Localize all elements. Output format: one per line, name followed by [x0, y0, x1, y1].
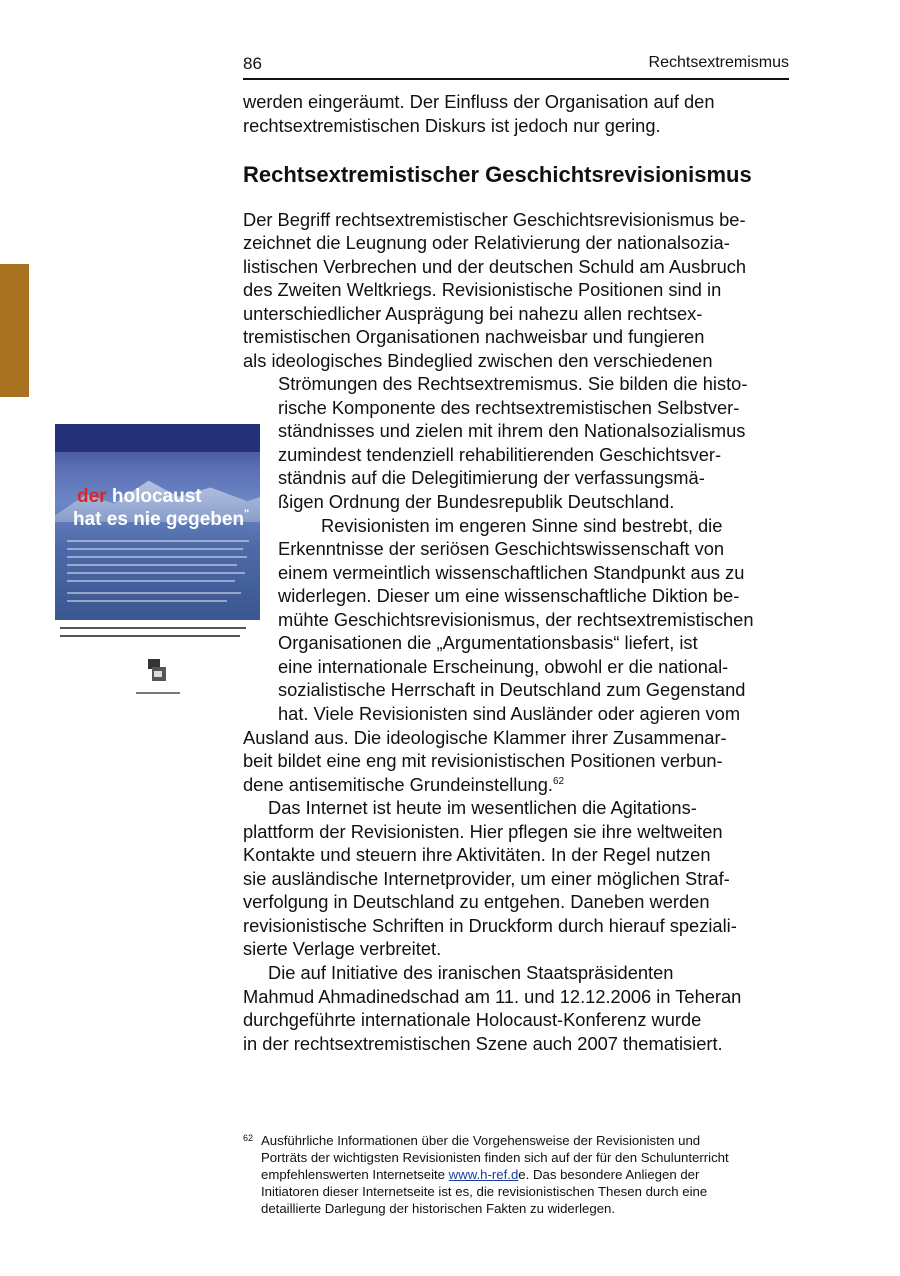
- text-line: durchgeführte internationale Holocaust-Konferenz wurde: [243, 1009, 702, 1030]
- poster-caption: [60, 627, 246, 629]
- text-line: Strömungen des Rechtsextremismus. Sie bilden die histo-: [278, 373, 748, 394]
- text-line: des Zweiten Weltkriegs. Revisionistische Positionen sind in: [243, 279, 722, 300]
- section-heading: Rechtsextremistischer Geschichtsrevisionismus: [243, 162, 752, 187]
- text-line: Mahmud Ahmadinedschad am 11. und 12.12.2006 in Teheran: [243, 986, 742, 1007]
- text-line: Ausland aus. Die ideologische Klammer ihrer Zusammenar-: [243, 727, 727, 748]
- publisher-logo-icon: [146, 657, 168, 687]
- poster-title-red: der: [77, 486, 107, 507]
- poster-caption: [60, 635, 240, 637]
- text-span: dene antisemitische Grundeinstellung.: [243, 774, 553, 795]
- text-line: mühte Geschichtsrevisionismus, der rechtsextremistischen: [278, 609, 754, 630]
- text-line: Der Begriff rechtsextremistischer Geschichtsrevisionismus be-: [243, 209, 746, 230]
- text-line: zeichnet die Leugnung oder Relativierung der nationalsozia-: [243, 232, 730, 253]
- poster-body-text: [67, 540, 249, 542]
- text-line: Revisionisten im engeren Sinne sind bestrebt, die: [321, 515, 723, 536]
- footnote-line: Ausführliche Informationen über die Vorgehensweise der Revisionisten und: [261, 1133, 701, 1148]
- text-line: verfolgung in Deutschland zu entgehen. Daneben werden: [243, 891, 710, 912]
- text-line: sozialistische Herrschaft in Deutschland zum Gegenstand: [278, 679, 746, 700]
- text-line: zumindest tendenziell rehabilitierenden Geschichtsver-: [278, 444, 722, 465]
- footnote-line: Initiatoren dieser Internetseite ist es, die revisionistischen Thesen durch eine: [261, 1184, 708, 1199]
- page-number: 86: [243, 54, 262, 73]
- text-line: werden eingeräumt. Der Einfluss der Organisation auf den: [243, 91, 715, 112]
- poster-body-text: [67, 580, 235, 582]
- poster-body-text: [67, 548, 243, 550]
- text-line: hat. Viele Revisionisten sind Ausländer oder agieren vom: [278, 703, 741, 724]
- publisher-logo-caption: [136, 692, 180, 694]
- text-line: listischen Verbrechen und der deutschen Schuld am Ausbruch: [243, 256, 747, 277]
- poster-body-text: [67, 592, 241, 594]
- text-line: revisionistische Schriften in Druckform durch hierauf speziali-: [243, 915, 737, 936]
- text-line: Das Internet ist heute im wesentlichen die Agitations-: [268, 797, 697, 818]
- poster-quote-mark: ": [244, 508, 250, 520]
- footnote-link[interactable]: www.h-ref.d: [448, 1167, 519, 1182]
- footnote-line: detaillierte Darlegung der historischen Fakten zu widerlegen.: [261, 1201, 616, 1216]
- text-line: ständnisses und zielen mit ihrem den Nationalsozialismus: [278, 420, 746, 441]
- poster-title-line2: [73, 508, 249, 531]
- text-line: als ideologisches Bindeglied zwischen den verschiedenen: [243, 350, 713, 371]
- text-line: widerlegen. Dieser um eine wissenschaftliche Diktion be-: [278, 585, 740, 606]
- poster-title-rest: holocaust: [111, 486, 202, 507]
- holocaust-denial-poster-image: [55, 424, 260, 620]
- page-header: [243, 54, 789, 80]
- text-line: sierte Verlage verbreitet.: [243, 938, 442, 959]
- poster-title-line1: [77, 486, 202, 508]
- text-line: [243, 773, 564, 796]
- poster-body-text: [67, 600, 227, 602]
- text-line: Erkenntnisse der seriösen Geschichtswissenschaft von: [278, 538, 725, 559]
- poster-top-band: [55, 424, 260, 452]
- text-line: sie ausländische Internetprovider, um einer möglichen Straf-: [243, 868, 730, 889]
- text-line: rische Komponente des rechtsextremistischen Selbstver-: [278, 397, 740, 418]
- text-line: plattform der Revisionisten. Hier pflegen sie ihre weltweiten: [243, 821, 723, 842]
- poster-body-text: [67, 556, 247, 558]
- running-head: Rechtsextremismus: [648, 54, 789, 71]
- chapter-color-tab: [0, 264, 29, 397]
- text-line: Die auf Initiative des iranischen Staatspräsidenten: [268, 962, 674, 983]
- text-line: unterschiedlicher Ausprägung bei nahezu allen rechtsex-: [243, 303, 703, 324]
- text-line: einem vermeintlich wissenschaftlichen Standpunkt aus zu: [278, 562, 745, 583]
- text-line: in der rechtsextremistischen Szene auch 2007 thematisiert.: [243, 1033, 723, 1054]
- footnote-text: empfehlenswerten Internetseite: [261, 1167, 449, 1182]
- text-line: Organisationen die „Argumentationsbasis“ liefert, ist: [278, 632, 698, 653]
- footnote-line: [261, 1166, 699, 1183]
- text-line: ständnis auf die Delegitimierung der verfassungsmä-: [278, 467, 705, 488]
- poster-title-line2-text: hat es nie gegeben: [73, 509, 245, 530]
- footnote-text: e. Das besondere Anliegen der: [518, 1167, 700, 1182]
- text-line: rechtsextremistischen Diskurs ist jedoch nur gering.: [243, 115, 661, 136]
- text-line: beit bildet eine eng mit revisionistischen Positionen verbun-: [243, 750, 723, 771]
- text-line: eine internationale Erscheinung, obwohl er die national-: [278, 656, 729, 677]
- poster-body-text: [67, 572, 245, 574]
- footnote-reference[interactable]: 62: [552, 776, 565, 787]
- footnote-mark: 62: [243, 1133, 254, 1143]
- poster-body-text: [67, 564, 237, 566]
- text-line: ßigen Ordnung der Bundesrepublik Deutschland.: [278, 491, 675, 512]
- footnote-line: Porträts der wichtigsten Revisionisten finden sich auf der für den Schulunterricht: [261, 1150, 729, 1165]
- text-line: tremistischen Organisationen nachweisbar und fungieren: [243, 326, 705, 347]
- text-line: Kontakte und steuern ihre Aktivitäten. In der Regel nutzen: [243, 844, 711, 865]
